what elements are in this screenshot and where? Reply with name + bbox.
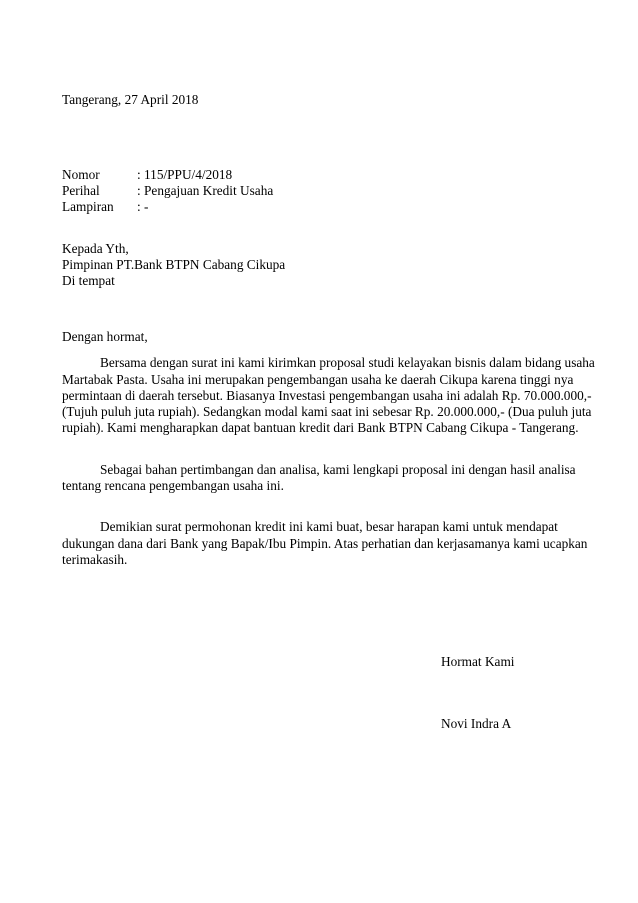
paragraph-line: tentang rencana pengembangan usaha ini.: [62, 478, 284, 493]
meta-label-perihal: Perihal: [62, 183, 100, 198]
paragraph-line: Demikian surat permohonan kredit ini kami buat, besar harapan kami untuk mendapat: [100, 519, 558, 534]
paragraph-line: dukungan dana dari Bank yang Bapak/Ibu Pimpin. Atas perhatian dan kerjasamanya kami ucapkan: [62, 536, 588, 551]
paragraph-line: (Tujuh puluh juta rupiah). Sedangkan modal kami saat ini sebesar Rp. 20.000.000,- (Dua puluh juta: [62, 404, 592, 419]
recipient-line: Kepada Yth,: [62, 241, 129, 256]
date-line: Tangerang, 27 April 2018: [62, 92, 199, 107]
recipient-line: Di tempat: [62, 273, 115, 288]
paragraph-line: Sebagai bahan pertimbangan dan analisa, kami lengkapi proposal ini dengan hasil analisa: [100, 462, 576, 477]
signer-name: Novi Indra A: [441, 716, 512, 731]
recipient-line: Pimpinan PT.Bank BTPN Cabang Cikupa: [62, 257, 286, 272]
paragraph-line: Martabak Pasta. Usaha ini merupakan pengembangan usaha ke daerah Cikupa karena tinggi nya: [62, 372, 574, 387]
paragraph-line: permintaan di daerah tersebut. Biasanya Investasi pengembangan usaha ini adalah Rp. 70.000.000,-: [62, 388, 592, 403]
paragraph-line: Bersama dengan surat ini kami kirimkan proposal studi kelayakan bisnis dalam bidang usaha: [100, 355, 595, 370]
salutation: Dengan hormat,: [62, 329, 148, 344]
meta-value-perihal: : Pengajuan Kredit Usaha: [137, 183, 274, 198]
meta-value-nomor: : 115/PPU/4/2018: [137, 167, 233, 182]
meta-value-lampiran: : -: [137, 199, 149, 214]
meta-label-lampiran: Lampiran: [62, 199, 114, 214]
paragraph-line: rupiah). Kami mengharapkan dapat bantuan kredit dari Bank BTPN Cabang Cikupa - Tangerang.: [62, 420, 579, 435]
meta-label-nomor: Nomor: [62, 167, 100, 182]
paragraph-line: terimakasih.: [62, 552, 128, 567]
closing: Hormat Kami: [441, 654, 515, 669]
